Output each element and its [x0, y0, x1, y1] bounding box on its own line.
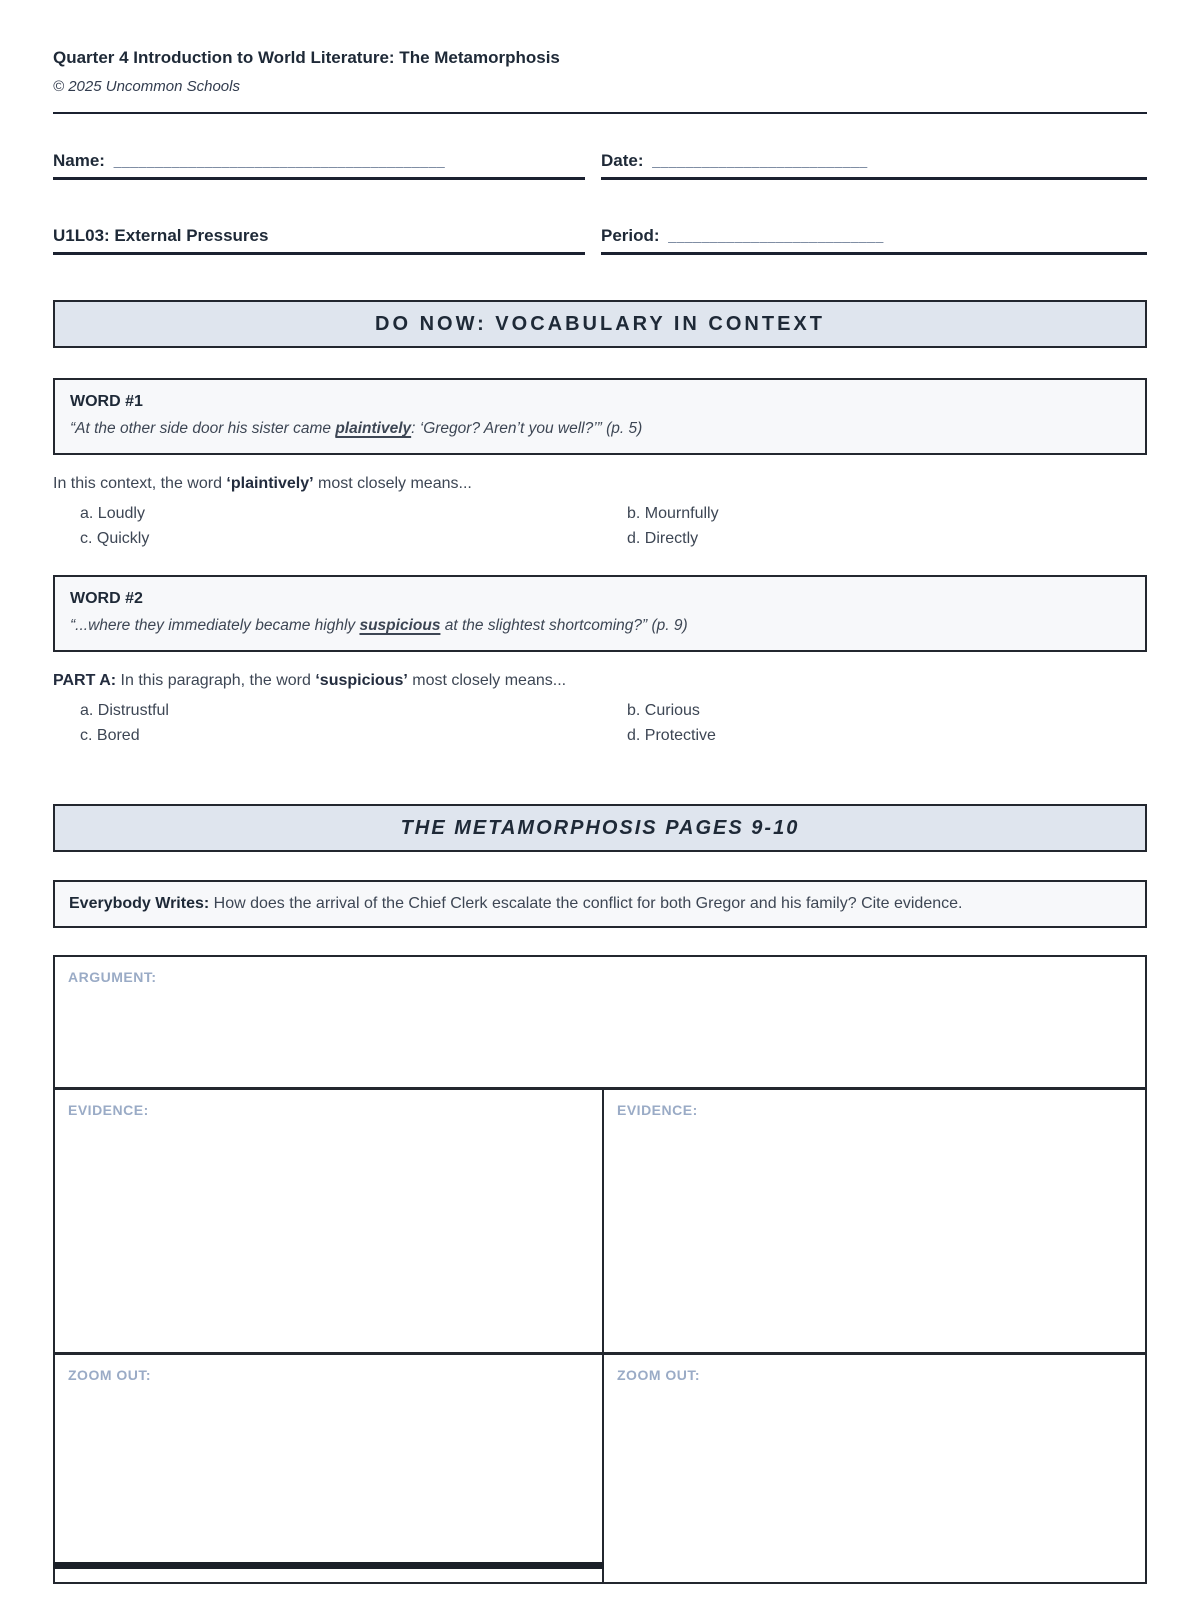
word2-quote-post: at the slightest shortcoming?” (p. 9) — [440, 617, 688, 634]
word2-question — [53, 672, 1147, 690]
everybody-writes-prompt: How does the arrival of the Chief Clerk escalate the conflict for both Gregor and his family? Cite evidence. — [209, 895, 963, 912]
word2-option-b: b. Curious — [627, 702, 700, 719]
word1-question-keyword: ‘plaintively’ — [226, 475, 314, 492]
document-title: Quarter 4 Introduction to World Literature: The Metamorphosis — [53, 48, 560, 67]
word2-part-label: PART A: — [53, 672, 117, 689]
word2-heading: WORD #2 — [70, 590, 143, 607]
everybody-writes-box — [53, 880, 1147, 928]
word2-question-keyword: ‘suspicious’ — [315, 672, 408, 689]
header-divider — [53, 112, 1147, 114]
argument-label: ARGUMENT: — [68, 969, 157, 985]
word1-option-d: d. Directly — [627, 530, 699, 547]
word1-question — [53, 475, 1147, 493]
name-label: Name: — [53, 151, 105, 170]
zoom-out-left-bottom-border — [53, 1562, 604, 1569]
zoom-out-left-label: ZOOM OUT: — [68, 1367, 152, 1383]
lesson-label: U1L03: External Pressures — [53, 226, 269, 245]
date-label: Date: — [601, 151, 644, 170]
word2-option-c: c. Bored — [80, 727, 140, 744]
zoom-out-row — [55, 1352, 1145, 1582]
answer-table — [53, 955, 1147, 1584]
copyright-notice: © 2025 Uncommon Schools — [53, 78, 240, 95]
word2-question-pre: In this paragraph, the word — [116, 672, 316, 689]
word1-quote-box — [53, 378, 1147, 455]
period-blank-line: __________________________ — [668, 227, 884, 243]
argument-cell — [55, 957, 1145, 1087]
word2-option-a: a. Distrustful — [80, 702, 169, 719]
word1-option-a: a. Loudly — [80, 505, 145, 522]
word1-quote — [70, 420, 1130, 438]
word2-quote-box — [53, 575, 1147, 652]
word1-quote-post: : ‘Gregor? Aren’t you well?’” (p. 5) — [411, 420, 643, 437]
date-blank-line: __________________________ — [652, 152, 868, 168]
word2-question-post: most closely means... — [407, 672, 567, 689]
zoom-out-right-label: ZOOM OUT: — [617, 1367, 701, 1383]
word1-question-post: most closely means... — [313, 475, 472, 492]
do-now-section-banner: DO NOW: VOCABULARY IN CONTEXT — [53, 300, 1147, 348]
evidence-right-label: EVIDENCE: — [617, 1102, 698, 1118]
name-blank-line: ________________________________________ — [113, 152, 446, 168]
word2-quote — [70, 617, 1130, 635]
period-label: Period: — [601, 226, 660, 245]
word1-keyword: plaintively — [335, 420, 412, 437]
metamorphosis-section-banner: THE METAMORPHOSIS PAGES 9-10 — [53, 804, 1147, 852]
evidence-row — [55, 1087, 1145, 1352]
word2-keyword: suspicious — [359, 617, 441, 634]
name-field — [53, 151, 585, 180]
date-field — [601, 151, 1147, 180]
page-content — [0, 48, 1200, 1584]
word2-quote-pre: “...where they immediately became highly — [70, 617, 360, 634]
zoom-out-cell-right — [604, 1355, 1145, 1582]
everybody-writes-label: Everybody Writes: — [69, 895, 210, 912]
period-field — [601, 226, 1147, 255]
lesson-field — [53, 226, 585, 255]
evidence-left-label: EVIDENCE: — [68, 1102, 149, 1118]
word1-option-b: b. Mournfully — [627, 505, 719, 522]
word1-options — [53, 501, 1147, 551]
word1-question-pre: In this context, the word — [53, 475, 227, 492]
word1-heading: WORD #1 — [70, 393, 143, 410]
word2-option-d: d. Protective — [627, 727, 716, 744]
evidence-cell-right — [604, 1090, 1145, 1352]
zoom-out-cell-left — [55, 1355, 604, 1582]
evidence-cell-left — [55, 1090, 604, 1352]
word2-options — [53, 698, 1147, 748]
word1-option-c: c. Quickly — [80, 530, 150, 547]
word1-quote-pre: “At the other side door his sister came — [70, 420, 336, 437]
student-info-fields — [53, 151, 1147, 255]
